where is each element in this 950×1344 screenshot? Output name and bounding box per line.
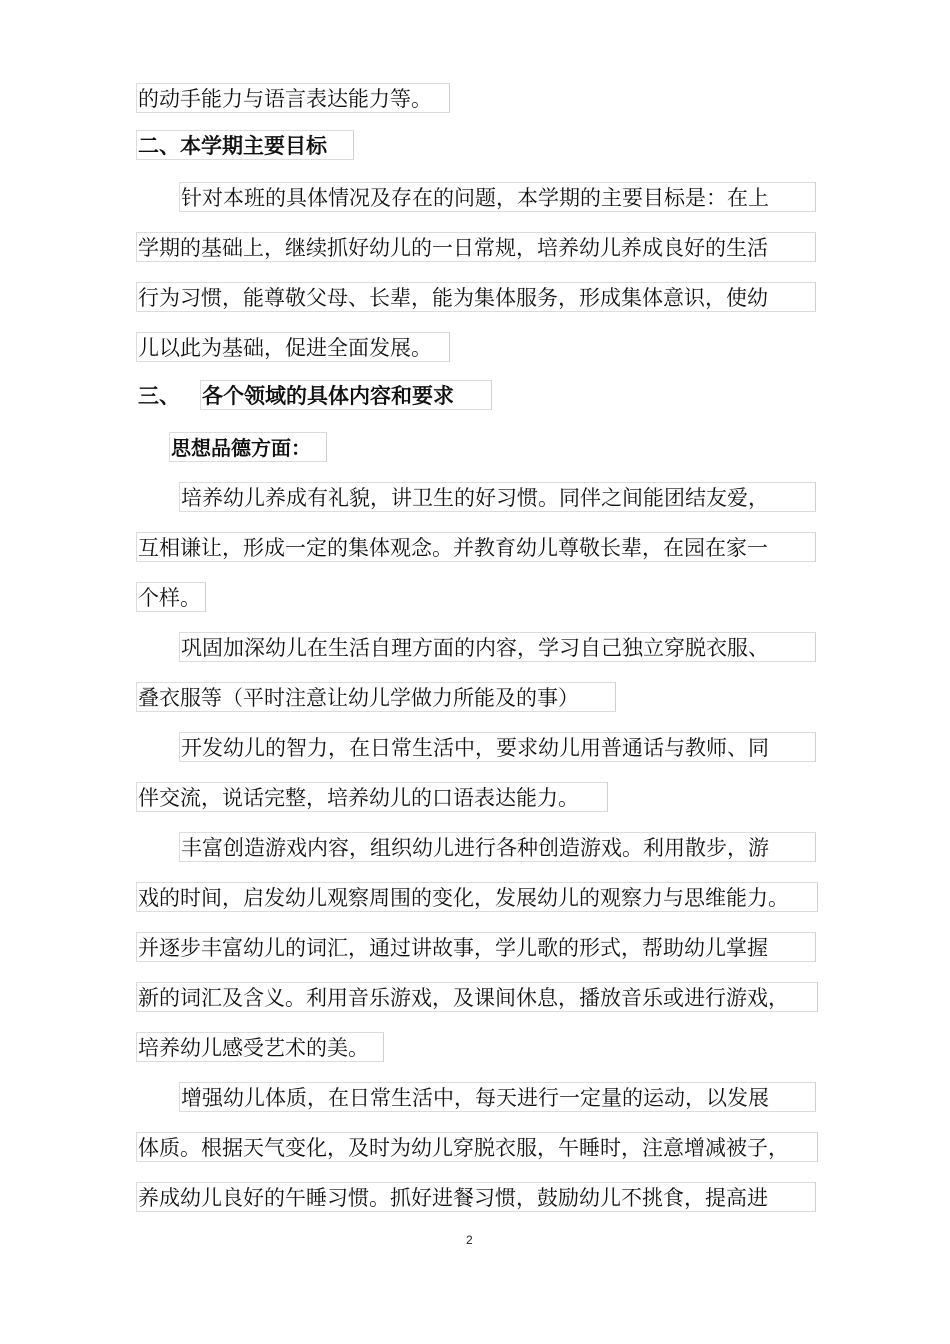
text-line: 的动手能力与语言表达能力等。	[136, 83, 450, 113]
text-line: 养成幼儿良好的午睡习惯。抓好进餐习惯，鼓励幼儿不挑食，提高进	[136, 1182, 816, 1212]
text-line: 伴交流，说话完整，培养幼儿的口语表达能力。	[136, 782, 608, 812]
text-line: 新的词汇及含义。利用音乐游戏，及课间休息，播放音乐或进行游戏，	[136, 982, 818, 1012]
text-line: 学期的基础上，继续抓好幼儿的一日常规，培养幼儿养成良好的生活	[136, 232, 816, 262]
page-number: 2	[466, 1233, 473, 1247]
text-line: 开发幼儿的智力，在日常生活中，要求幼儿用普通话与教师、同	[179, 732, 816, 762]
text-line: 体质。根据天气变化，及时为幼儿穿脱衣服，午睡时，注意增减被子，	[136, 1132, 818, 1162]
text-line: 行为习惯，能尊敬父母、长辈，能为集体服务，形成集体意识，使幼	[136, 282, 816, 312]
section-heading: 各个领域的具体内容和要求	[200, 380, 492, 410]
text-line: 互相谦让，形成一定的集体观念。并教育幼儿尊敬长辈，在园在家一	[136, 532, 816, 562]
text-line: 戏的时间，启发幼儿观察周围的变化，发展幼儿的观察力与思维能力。	[136, 882, 818, 912]
section-heading: 二、本学期主要目标	[136, 130, 354, 160]
text-line: 叠衣服等（平时注意让幼儿学做力所能及的事）	[136, 682, 616, 712]
text-line: 儿以此为基础，促进全面发展。	[136, 332, 450, 362]
text-line: 丰富创造游戏内容，组织幼儿进行各种创造游戏。利用散步，游	[179, 832, 816, 862]
section-number: 三、	[138, 384, 180, 408]
text-line: 针对本班的具体情况及存在的问题，本学期的主要目标是：在上	[179, 182, 816, 212]
text-line: 巩固加深幼儿在生活自理方面的内容，学习自己独立穿脱衣服、	[179, 632, 816, 662]
text-line: 培养幼儿养成有礼貌，讲卫生的好习惯。同伴之间能团结友爱，	[179, 482, 816, 512]
text-line: 增强幼儿体质，在日常生活中，每天进行一定量的运动，以发展	[179, 1082, 816, 1112]
text-line: 并逐步丰富幼儿的词汇，通过讲故事，学儿歌的形式，帮助幼儿掌握	[136, 932, 816, 962]
subsection-heading: 思想品德方面：	[169, 432, 327, 462]
text-line: 培养幼儿感受艺术的美。	[136, 1032, 384, 1062]
text-line: 个样。	[136, 582, 206, 612]
